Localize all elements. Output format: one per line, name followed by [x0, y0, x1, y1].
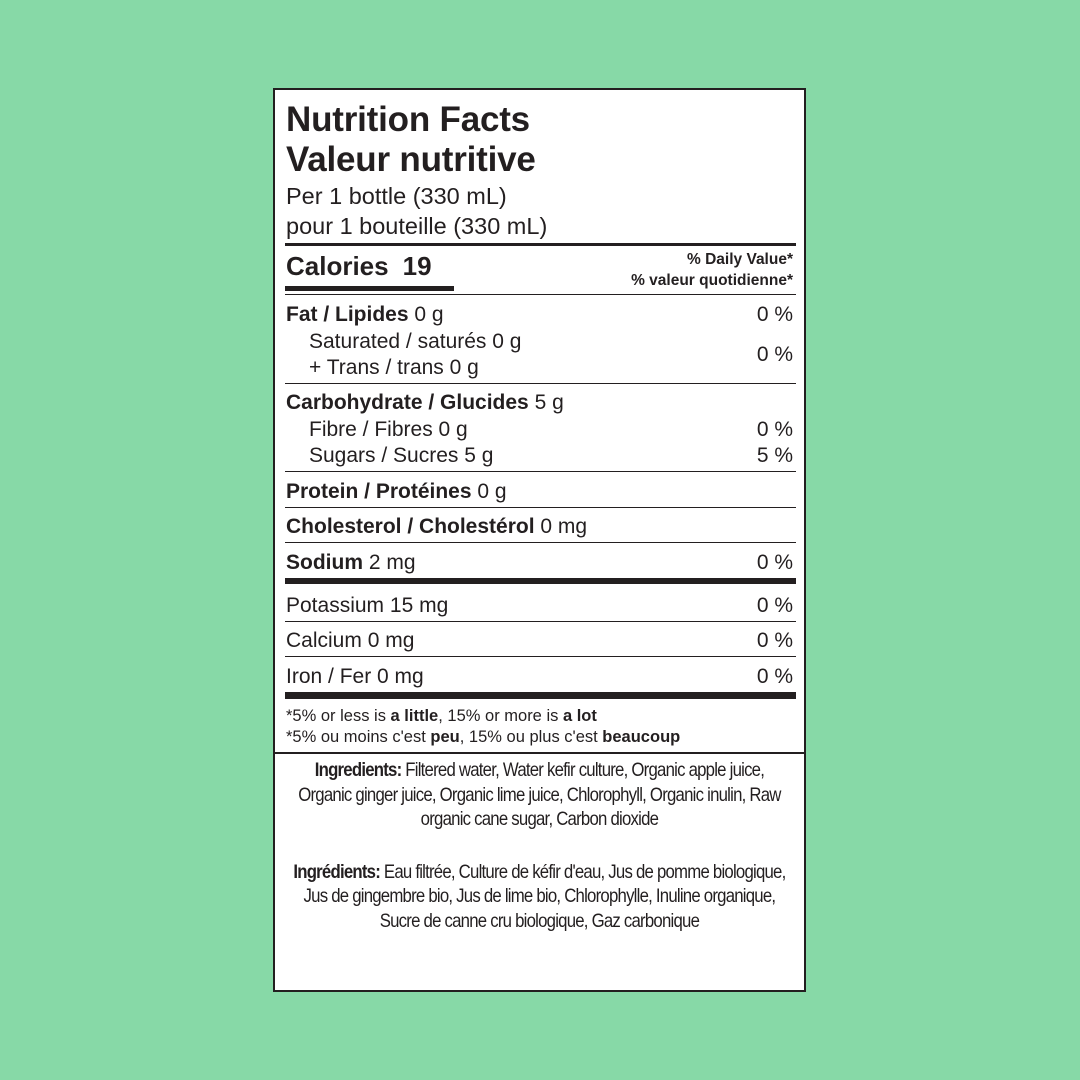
sodium-row	[286, 552, 416, 573]
sodium-percent: 0 %	[756, 551, 793, 574]
ingredients-fr	[286, 860, 793, 934]
fibre-label: Fibre / Fibres	[309, 418, 433, 441]
calcium-amount: 0 mg	[367, 629, 415, 652]
divider-thick	[285, 243, 796, 246]
ingredients-text-fr: Eau filtrée, Culture de kéfir d'eau, Jus de pomme biologique, Jus de gingembre bio, Jus de lime bio, Chlorophylle, Inuline organique, Sucre de canne cru biologique, Gaz carbonique	[303, 860, 786, 932]
sugars-percent: 5 %	[756, 444, 793, 467]
sugars-row	[309, 445, 493, 466]
protein-amount: 0 g	[477, 480, 507, 503]
daily-value-header-fr: % valeur quotidienne*	[631, 272, 793, 289]
serving-size-fr: pour 1 bouteille (330 mL)	[286, 213, 548, 239]
fat-percent: 0 %	[756, 303, 793, 326]
fibre-amount: 0 g	[438, 418, 468, 441]
potassium-label: Potassium	[286, 594, 385, 617]
title-fr: Valeur nutritive	[286, 140, 536, 179]
divider	[285, 507, 796, 508]
footnote-fr: *5% ou moins c'est peu, 15% ou plus c'est beaucoup	[286, 728, 681, 746]
divider	[285, 383, 796, 384]
potassium-percent: 0 %	[756, 594, 793, 617]
ingredients-text-en: Filtered water, Water kefir culture, Organic apple juice, Organic ginger juice, Organic lime juice, Chlorophyll, Organic inulin, Raw organic cane sugar, Carbon dioxide	[298, 759, 781, 830]
calories-underline	[285, 286, 454, 291]
ingredients-en	[286, 758, 793, 832]
daily-value-header-en: % Daily Value*	[687, 251, 793, 268]
sodium-amount: 2 mg	[368, 551, 416, 574]
serving-size-en: Per 1 bottle (330 mL)	[286, 183, 507, 209]
divider	[285, 656, 796, 657]
ingredients-label-fr: Ingrédients:	[293, 860, 381, 883]
saturated-label: Saturated / saturés	[309, 330, 487, 353]
cholesterol-label: Cholesterol / Cholestérol	[286, 515, 535, 538]
title-en: Nutrition Facts	[286, 100, 530, 139]
protein-label: Protein / Protéines	[286, 480, 472, 503]
saturated-trans-percent: 0 %	[756, 343, 793, 366]
saturated-amount: 0 g	[492, 330, 522, 353]
protein-row	[286, 481, 507, 502]
iron-row	[286, 666, 424, 687]
calcium-row	[286, 630, 414, 651]
sodium-label: Sodium	[286, 551, 363, 574]
divider	[285, 542, 796, 543]
fat-amount: 0 g	[414, 303, 444, 326]
trans-row	[309, 357, 479, 378]
carbohydrate-row	[286, 392, 564, 413]
iron-label: Iron / Fer	[286, 665, 372, 688]
nutrition-facts-panel	[275, 90, 804, 754]
potassium-row	[286, 595, 448, 616]
divider	[285, 294, 796, 295]
ingredients-label-en: Ingredients:	[314, 759, 402, 781]
sugars-label: Sugars / Sucres	[309, 444, 459, 467]
potassium-amount: 15 mg	[389, 594, 449, 617]
fibre-row	[309, 419, 468, 440]
fat-row	[286, 304, 444, 325]
footnote-en: *5% or less is a little, 15% or more is a lot	[286, 707, 597, 725]
iron-percent: 0 %	[756, 665, 793, 688]
calories-row	[286, 253, 432, 279]
carbohydrate-amount: 5 g	[534, 391, 564, 414]
calcium-percent: 0 %	[756, 629, 793, 652]
divider	[285, 471, 796, 472]
calories-value: 19	[402, 251, 432, 281]
carbohydrate-label: Carbohydrate / Glucides	[286, 391, 529, 414]
nutrition-label	[273, 88, 806, 992]
divider-thick	[285, 578, 796, 584]
calcium-label: Calcium	[286, 629, 362, 652]
sugars-amount: 5 g	[464, 444, 494, 467]
trans-amount: 0 g	[449, 356, 479, 379]
calories-label: Calories	[286, 251, 389, 281]
divider-thick	[285, 692, 796, 699]
ingredients-panel	[293, 758, 786, 933]
trans-label: + Trans / trans	[309, 356, 444, 379]
cholesterol-amount: 0 mg	[540, 515, 588, 538]
cholesterol-row	[286, 516, 587, 537]
fat-label: Fat / Lipides	[286, 303, 409, 326]
saturated-row	[309, 331, 521, 352]
divider	[285, 621, 796, 622]
iron-amount: 0 mg	[377, 665, 424, 688]
fibre-percent: 0 %	[756, 418, 793, 441]
